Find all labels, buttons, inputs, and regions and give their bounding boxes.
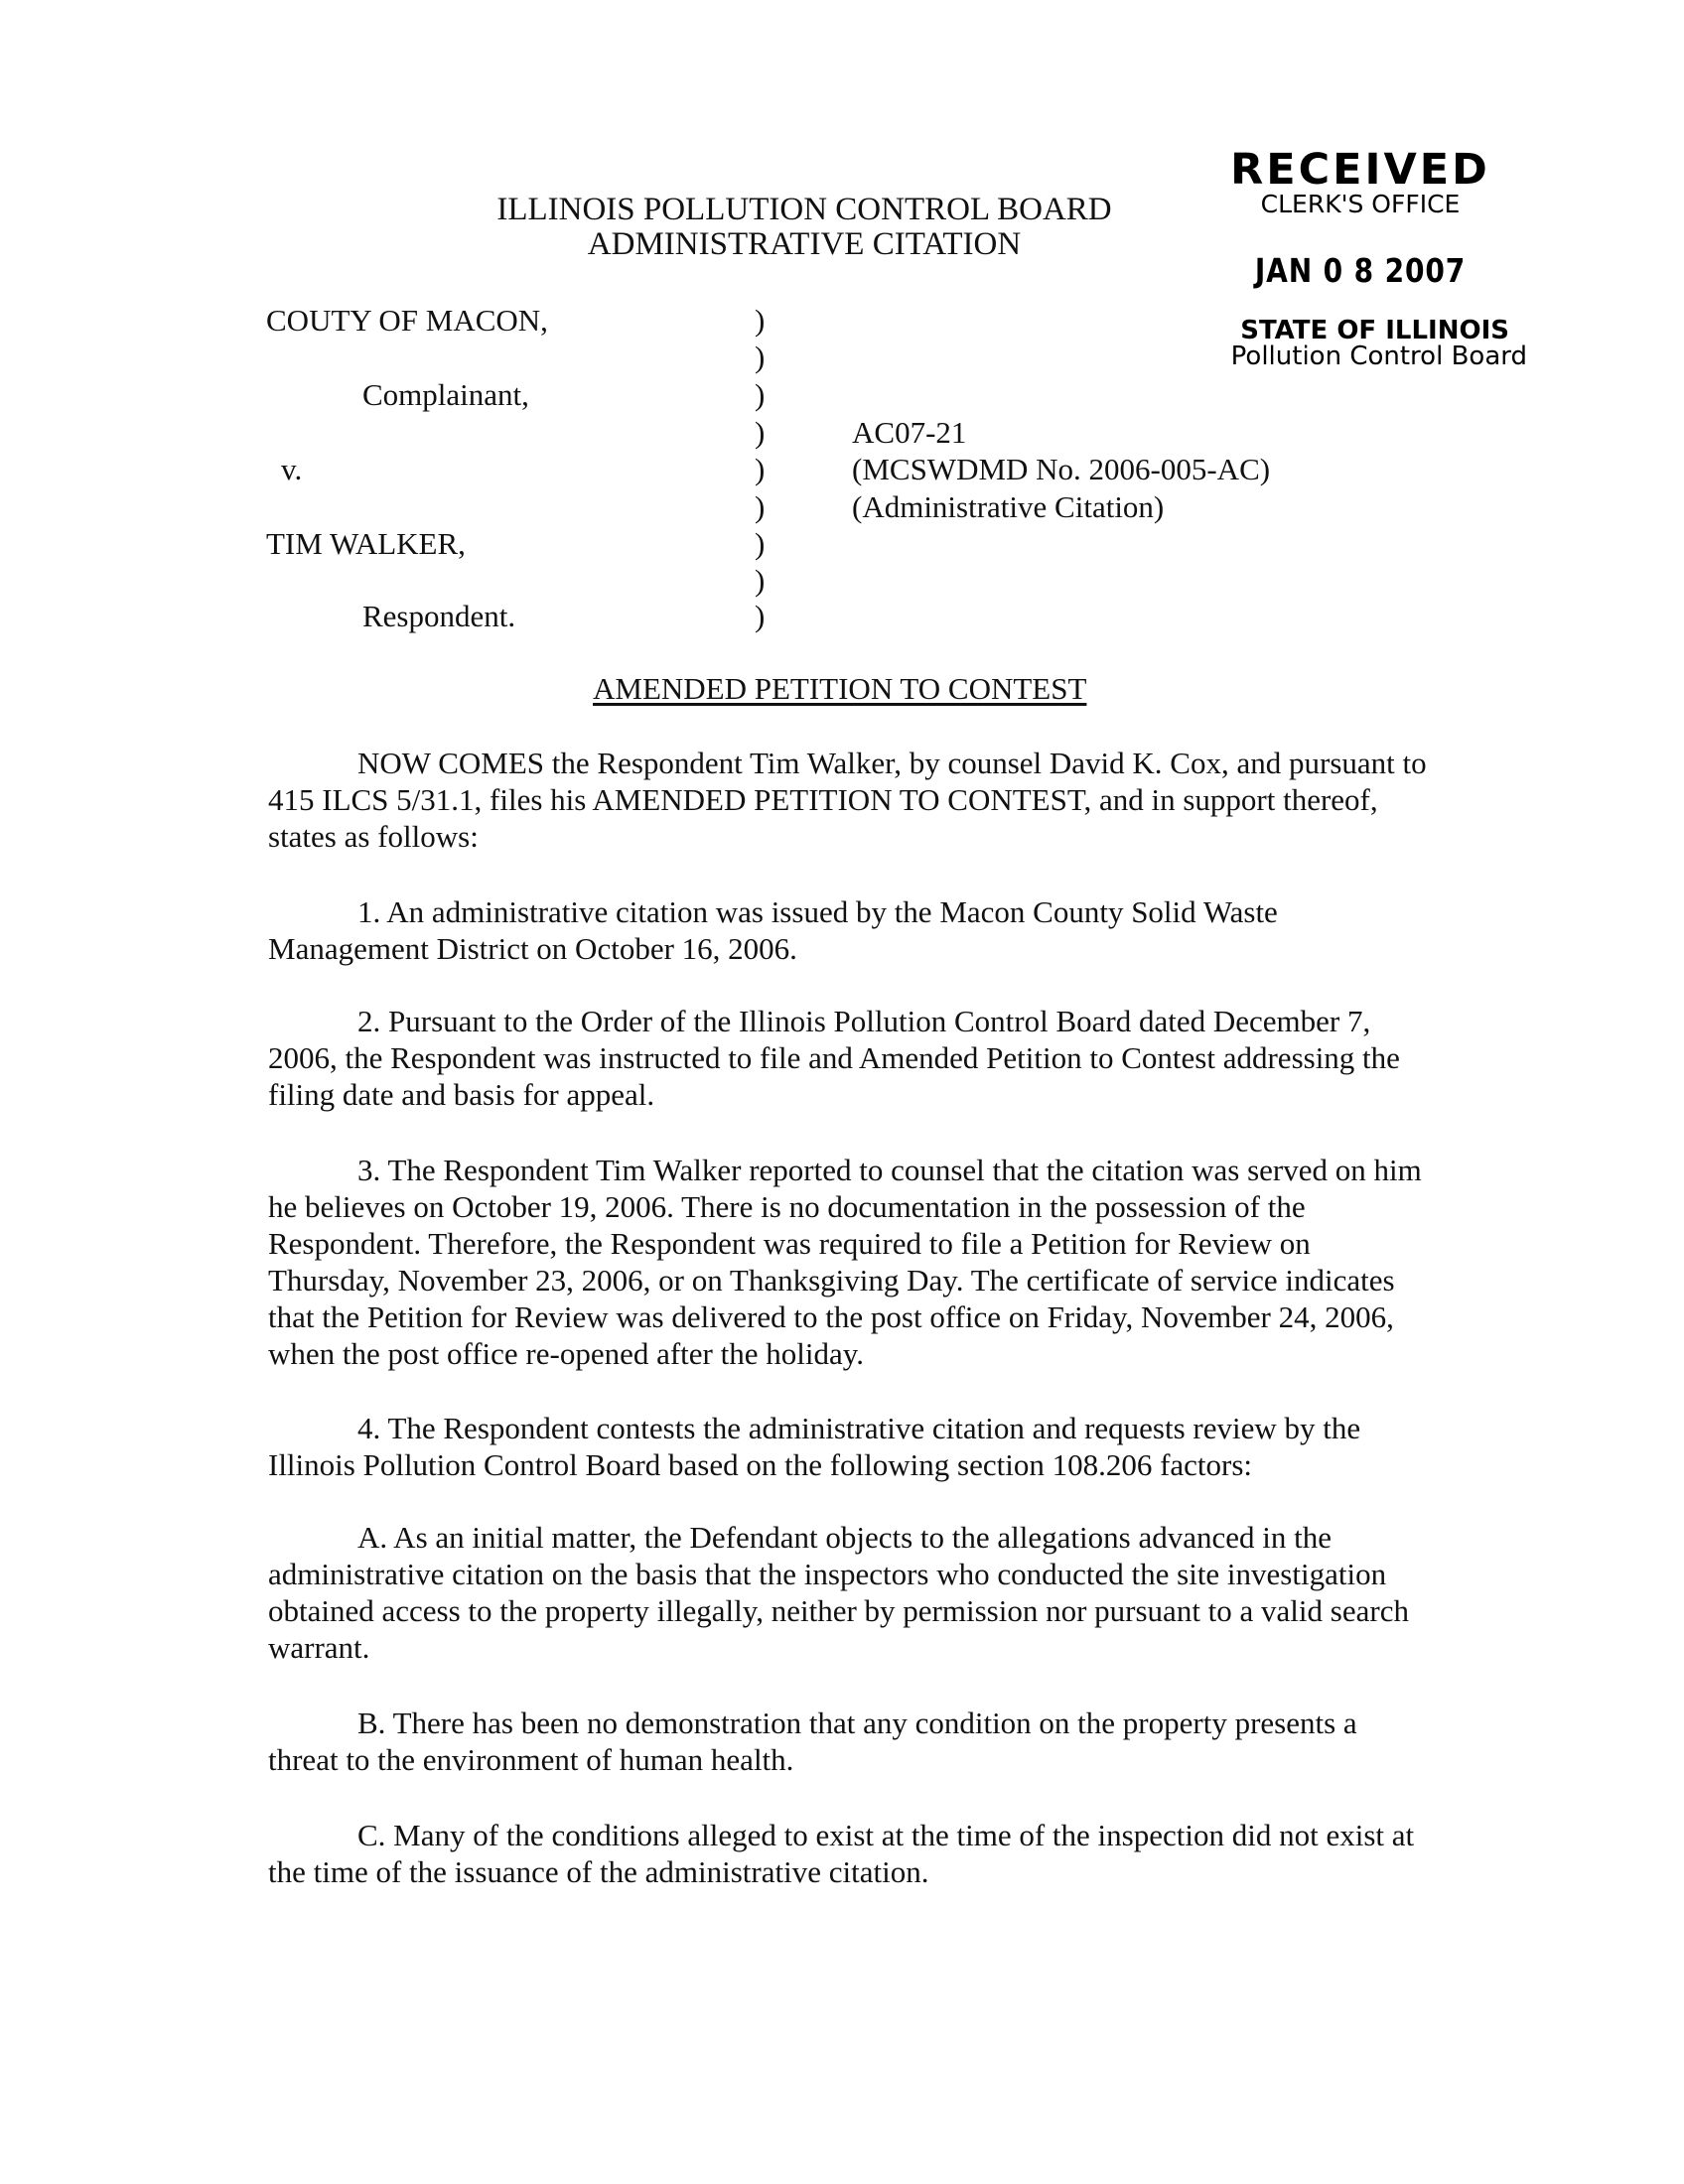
- caption-paren: ): [755, 489, 766, 524]
- caption-paren: ): [755, 452, 766, 486]
- stamp-board: Pollution Control Board: [1230, 341, 1527, 372]
- paragraph-4: [268, 1410, 1430, 1483]
- caption-paren: ): [755, 599, 766, 633]
- respondent-name: TIM WALKER,: [266, 526, 466, 561]
- stamp-date: JAN 0 8 2007: [1254, 251, 1467, 291]
- stamp-clerk-office: CLERK'S OFFICE: [1260, 190, 1461, 218]
- paragraph-3-text: 3. The Respondent Tim Walker reported to counsel that the citation was served on him he believes on October 19, 2006. There is no documentation in the possession of the Respondent. Therefore, the Respondent was required to file a Petition for Review on Thursday, November 23, 2006, or on Thanksgiving Day. The certificate of service indicates that the Petition for Review was delivered to the post office on Friday, November 24, 2006, when the post office re-opened after the holiday.: [268, 1153, 1422, 1371]
- paragraph-c-text: C. Many of the conditions alleged to exist at the time of the inspection did not exist at the time of the issuance of the administrative citation.: [268, 1818, 1415, 1889]
- paragraph-a: [268, 1519, 1430, 1666]
- caption-paren: ): [755, 303, 766, 338]
- paragraph-c: [268, 1817, 1430, 1890]
- header-citation-type: ADMINISTRATIVE CITATION: [587, 226, 1022, 262]
- case-number: AC07-21: [852, 415, 967, 450]
- caption-paren: ): [755, 526, 766, 561]
- intro-paragraph: [268, 745, 1430, 855]
- intro-text: NOW COMES the Respondent Tim Walker, by counsel David K. Cox, and pursuant to 415 ILCS 5/31.1, files his AMENDED PETITION TO CONTEST, and in support thereof, states as follows:: [268, 746, 1427, 854]
- district-number: (MCSWDMD No. 2006-005-AC): [852, 452, 1271, 486]
- stamp-state: STATE OF ILLINOIS: [1240, 316, 1509, 346]
- paragraph-b-text: B. There has been no demonstration that any condition on the property presents a threat to the environment of human health.: [268, 1706, 1357, 1777]
- paragraph-4-text: 4. The Respondent contests the administrative citation and requests review by the Illinois Pollution Control Board based on the following section 108.206 factors:: [268, 1411, 1361, 1482]
- versus-label: v.: [281, 452, 303, 486]
- document-title: AMENDED PETITION TO CONTEST: [593, 671, 1087, 706]
- paragraph-b: [268, 1705, 1430, 1778]
- paragraph-1: [268, 893, 1430, 967]
- case-type: (Administrative Citation): [852, 489, 1165, 524]
- caption-paren: ): [755, 340, 766, 374]
- caption-paren: ): [755, 377, 766, 412]
- complainant-role: Complainant,: [362, 377, 529, 412]
- paragraph-2-text: 2. Pursuant to the Order of the Illinois Pollution Control Board dated December 7, 2006, the Respondent was instructed to file and Amended Petition to Contest addressing the filing date and basis for appeal.: [268, 1004, 1400, 1112]
- complainant-name: COUTY OF MACON,: [266, 303, 548, 338]
- respondent-role: Respondent.: [362, 599, 516, 633]
- paragraph-3: [268, 1152, 1430, 1372]
- paragraph-2: [268, 1003, 1430, 1113]
- received-stamp: [1192, 145, 1529, 372]
- paragraph-a-text: A. As an initial matter, the Defendant objects to the allegations advanced in the administrative citation on the basis that the inspectors who conducted the site investigation obtained access to the property illegally, neither by permission nor pursuant to a valid search warrant.: [268, 1520, 1409, 1665]
- stamp-received: RECEIVED: [1230, 145, 1490, 195]
- caption-paren: ): [755, 415, 766, 450]
- paragraph-1-text: 1. An administrative citation was issued by the Macon County Solid Waste Management District on October 16, 2006.: [268, 894, 1278, 966]
- caption-paren: ): [755, 563, 766, 598]
- header-board-name: ILLINOIS POLLUTION CONTROL BOARD: [496, 192, 1112, 227]
